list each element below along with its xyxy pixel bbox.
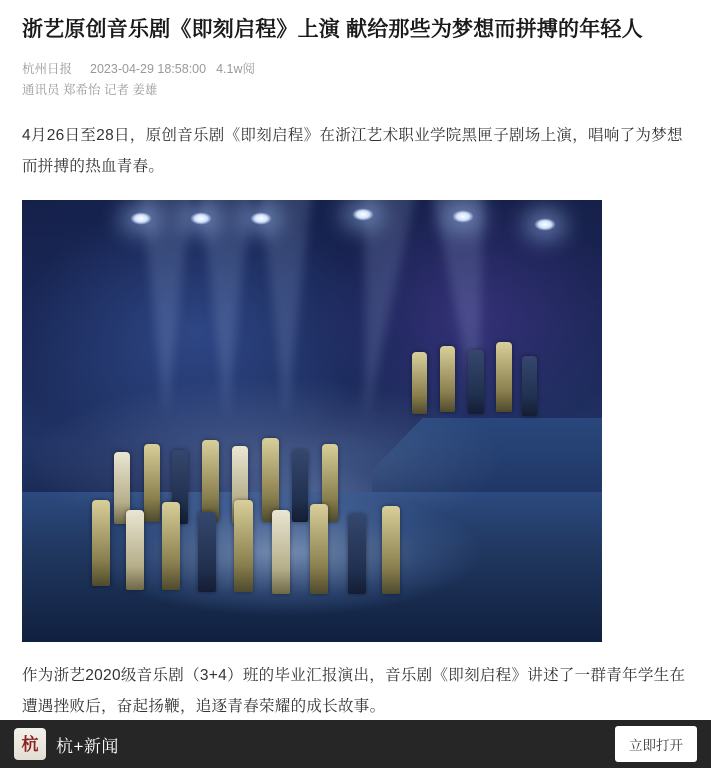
page-title: 浙艺原创音乐剧《即刻启程》上演 献给那些为梦想而拼搏的年轻人 — [22, 18, 643, 41]
performer — [496, 342, 512, 412]
performer — [292, 450, 308, 522]
article-source: 杭州日报 — [22, 62, 73, 76]
performer — [272, 510, 290, 594]
article-paragraph-2: 作为浙艺2020级音乐剧（3+4）班的毕业汇报演出，音乐剧《即刻启程》讲述了一群青年学生在遭遇挫败后，奋起扬鞭，追逐青春荣耀的成长故事。 — [22, 667, 686, 715]
app-logo-icon — [14, 728, 46, 760]
stage-lamp — [250, 212, 272, 225]
app-logo-glyph: 杭 — [21, 734, 39, 754]
performer — [92, 500, 110, 586]
article-photo — [22, 200, 602, 642]
article-paragraph-1: 4月26日至28日，原创音乐剧《即刻启程》在浙江艺术职业学院黑匣子剧场上演，唱响了为梦想而拼搏的热血青春。 — [22, 127, 683, 175]
article-timestamp: 2023-04-29 18:58:00 — [90, 62, 207, 76]
article-read-count: 4.1w阅 — [216, 62, 255, 76]
article-byline: 通讯员 郑希怡 记者 姜雄 — [22, 83, 158, 97]
performer — [202, 440, 219, 522]
performer — [162, 502, 180, 590]
open-app-button[interactable]: 立即打开 — [615, 726, 697, 762]
performer — [440, 346, 455, 412]
stage-lamp — [130, 212, 152, 225]
performer — [234, 500, 253, 592]
performer — [468, 350, 484, 414]
stage-lamp — [534, 218, 556, 231]
performer — [348, 514, 366, 594]
app-name-label: 杭+新闻 — [56, 736, 119, 756]
performer — [382, 506, 400, 594]
app-download-bar — [0, 720, 711, 768]
article-meta — [22, 59, 689, 79]
stage-lamp — [352, 208, 374, 221]
performer — [144, 444, 160, 522]
performer — [522, 356, 537, 416]
performer — [198, 512, 216, 592]
performer — [412, 352, 427, 414]
stage-lamp — [452, 210, 474, 223]
performer — [126, 510, 144, 590]
performer — [310, 504, 328, 594]
stage-lamp — [190, 212, 212, 225]
